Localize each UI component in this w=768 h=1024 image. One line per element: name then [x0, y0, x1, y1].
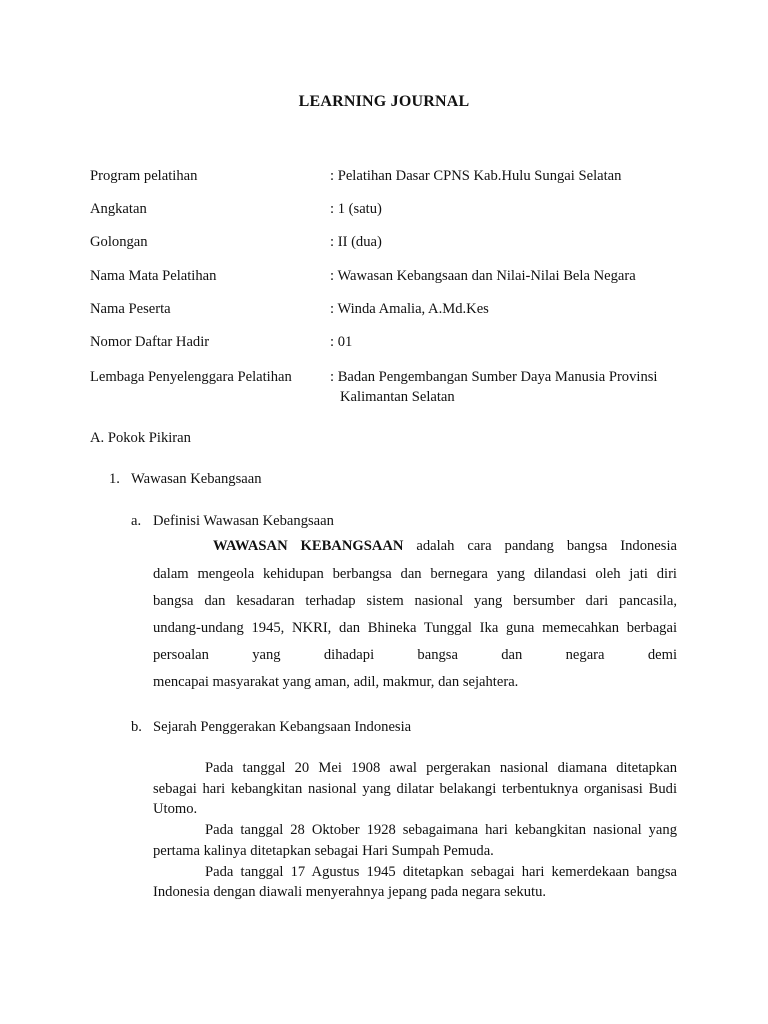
definition-line-5: persoalan yang dihadapi bangsa dan negara demi: [153, 647, 677, 663]
definition-text-1: adalah cara pandang bangsa Indonesia: [416, 538, 677, 554]
definition-line-4: undang-undang 1945, NKRI, dan Bhineka Tunggal Ika guna memecahkan berbagai: [153, 620, 677, 636]
history-line-4: Pada tanggal 28 Oktober 1928 sebagaimana hari kebangkitan nasional yang: [205, 822, 677, 838]
sub-b-letter: b.: [131, 719, 142, 735]
info-value-golongan: : II (dua): [330, 234, 382, 250]
info-label-angkatan: Angkatan: [90, 201, 147, 217]
info-value-lembaga-cont: Kalimantan Selatan: [340, 389, 455, 405]
bold-term: WAWASAN KEBANGSAAN: [213, 538, 404, 554]
definition-line-2: dalam mengeola kehidupan berbangsa dan bernegara yang dilandasi oleh jati diri: [153, 566, 677, 582]
info-label-nomor: Nomor Daftar Hadir: [90, 334, 210, 350]
info-label-peserta: Nama Peserta: [90, 301, 171, 317]
info-value-angkatan: : 1 (satu): [330, 201, 382, 217]
info-value-peserta: : Winda Amalia, A.Md.Kes: [330, 301, 489, 317]
info-value-program: : Pelatihan Dasar CPNS Kab.Hulu Sungai Selatan: [330, 168, 622, 184]
info-label-program: Program pelatihan: [90, 168, 198, 184]
info-value-nomor: : 01: [330, 334, 353, 350]
definition-line-1: [153, 538, 677, 555]
info-label-mata-pelatihan: Nama Mata Pelatihan: [90, 268, 217, 284]
page-title: LEARNING JOURNAL: [298, 93, 470, 110]
definition-line-3: bangsa dan kesadaran terhadap sistem nasional yang bersumber dari pancasila,: [153, 593, 677, 609]
info-label-lembaga: Lembaga Penyelenggara Pelatihan: [90, 369, 292, 385]
history-line-1: Pada tanggal 20 Mei 1908 awal pergerakan nasional diamana ditetapkan: [205, 760, 677, 776]
info-value-mata-pelatihan: : Wawasan Kebangsaan dan Nilai-Nilai Bela Negara: [330, 268, 636, 284]
item-1-number: 1.: [109, 471, 120, 487]
history-line-5: pertama kalinya ditetapkan sebagai Hari Sumpah Pemuda.: [153, 843, 494, 859]
definition-line-6: mencapai masyarakat yang aman, adil, makmur, dan sejahtera.: [153, 674, 519, 690]
info-label-golongan: Golongan: [90, 234, 148, 250]
history-line-7: Indonesia dengan diawali menyerahnya jepang pada negara sekutu.: [153, 884, 547, 900]
history-line-3: Utomo.: [153, 801, 198, 817]
sub-a-letter: a.: [131, 513, 142, 529]
sub-a-label: Definisi Wawasan Kebangsaan: [153, 513, 334, 529]
history-line-6: Pada tanggal 17 Agustus 1945 ditetapkan sebagai hari kemerdekaan bangsa: [205, 864, 677, 880]
item-1-label: Wawasan Kebangsaan: [131, 471, 262, 487]
info-value-lembaga: : Badan Pengembangan Sumber Daya Manusia Provinsi: [330, 369, 658, 385]
section-a-heading: A. Pokok Pikiran: [90, 430, 191, 446]
sub-b-label: Sejarah Penggerakan Kebangsaan Indonesia: [153, 719, 412, 735]
history-line-2: sebagai hari kebangkitan nasional yang dilatar belakangi terbentuknya organisasi Budi: [153, 781, 677, 797]
